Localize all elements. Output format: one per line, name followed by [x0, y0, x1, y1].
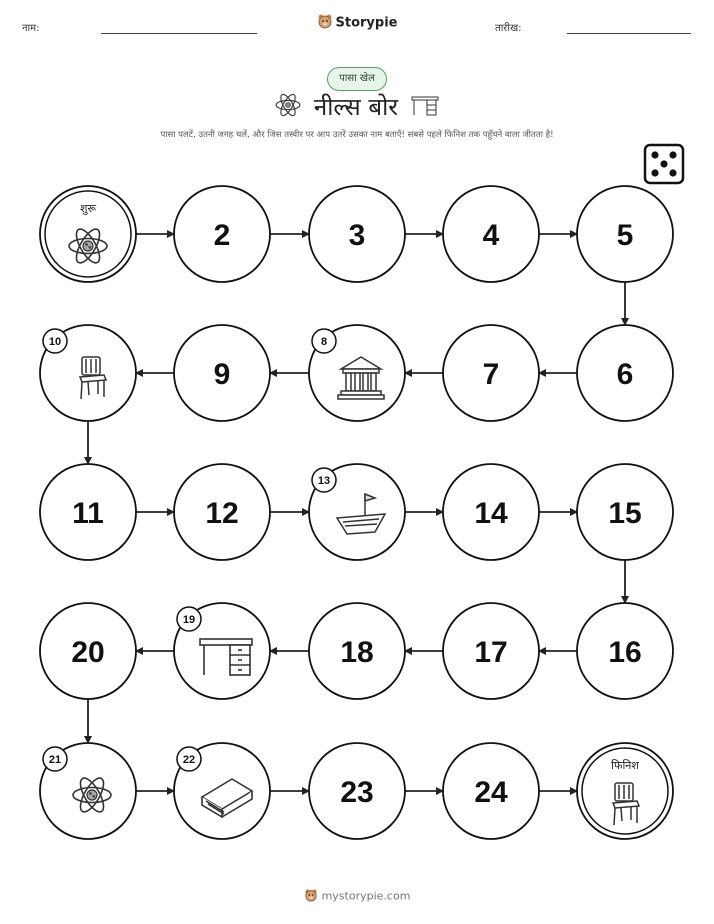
board-cell-20 — [40, 603, 136, 699]
bear-logo-icon — [304, 888, 318, 905]
cell-number-badge-text: 19 — [182, 614, 196, 626]
board-cell-14 — [443, 464, 539, 560]
cell-number: 2 — [213, 219, 231, 252]
cell-number: 6 — [616, 358, 634, 391]
board-cell-17 — [443, 603, 539, 699]
board-cell-11 — [40, 464, 136, 560]
cell-number: 15 — [608, 497, 642, 530]
board-cells — [40, 186, 673, 839]
board-cell-12 — [174, 464, 270, 560]
board-cell-3 — [309, 186, 405, 282]
cell-number: 9 — [213, 358, 231, 391]
board-cell-19 — [174, 603, 270, 699]
cell-number: 14 — [474, 497, 508, 530]
board-cell-22 — [174, 743, 270, 839]
cell-number: 4 — [482, 219, 500, 252]
board-cell-16 — [577, 603, 673, 699]
board-cell-21 — [40, 743, 136, 839]
game-type-badge: पासा खेल — [327, 67, 387, 91]
brand-name: Storypie — [335, 15, 398, 31]
cell-number: 3 — [348, 219, 366, 252]
title-text: नील्स बोर — [313, 93, 399, 121]
board-cell-10 — [40, 325, 136, 421]
start-label: शुरू — [79, 202, 97, 215]
board-cell-2 — [174, 186, 270, 282]
cell-number: 11 — [72, 497, 104, 530]
cell-number-badge-text: 13 — [317, 475, 331, 487]
cell-number: 16 — [608, 636, 642, 669]
board-cell-18 — [309, 603, 405, 699]
board-cell-1 — [40, 186, 136, 282]
date-label: तारीख: — [495, 23, 522, 34]
footer-url[interactable]: mystorypie.com — [321, 889, 411, 903]
board-cell-23 — [309, 743, 405, 839]
board-cell-25 — [577, 743, 673, 839]
cell-number: 24 — [474, 776, 508, 809]
board-cell-4 — [443, 186, 539, 282]
board-cell-9 — [174, 325, 270, 421]
board-cell-13 — [309, 464, 405, 560]
board-cell-24 — [443, 743, 539, 839]
cell-number: 7 — [482, 358, 500, 391]
board-cell-15 — [577, 464, 673, 560]
board-cell-7 — [443, 325, 539, 421]
cell-number: 18 — [340, 636, 374, 669]
cell-number: 5 — [616, 219, 634, 252]
cell-number-badge-text: 8 — [320, 336, 328, 348]
cell-number: 17 — [474, 636, 508, 669]
board-cell-8 — [309, 325, 405, 421]
instructions: पासा पलटें, उतनी जगह चलें, और जिस तस्वीर पर आप उतरें उसका नाम बताएँ! सबसे पहले फिनिश तक पहुँचने वाला जीतता है! — [160, 130, 554, 140]
name-label: नाम: — [22, 23, 40, 34]
cell-number: 23 — [340, 776, 374, 809]
board-cell-5 — [577, 186, 673, 282]
cell-number-badge-text: 21 — [48, 754, 62, 766]
cell-number-badge-text: 22 — [182, 754, 196, 766]
cell-number: 20 — [71, 636, 105, 669]
footer — [0, 888, 714, 905]
finish-label: फिनिश — [611, 759, 639, 772]
cell-number-badge-text: 10 — [48, 336, 62, 348]
board-cell-6 — [577, 325, 673, 421]
cell-number: 12 — [205, 497, 239, 530]
